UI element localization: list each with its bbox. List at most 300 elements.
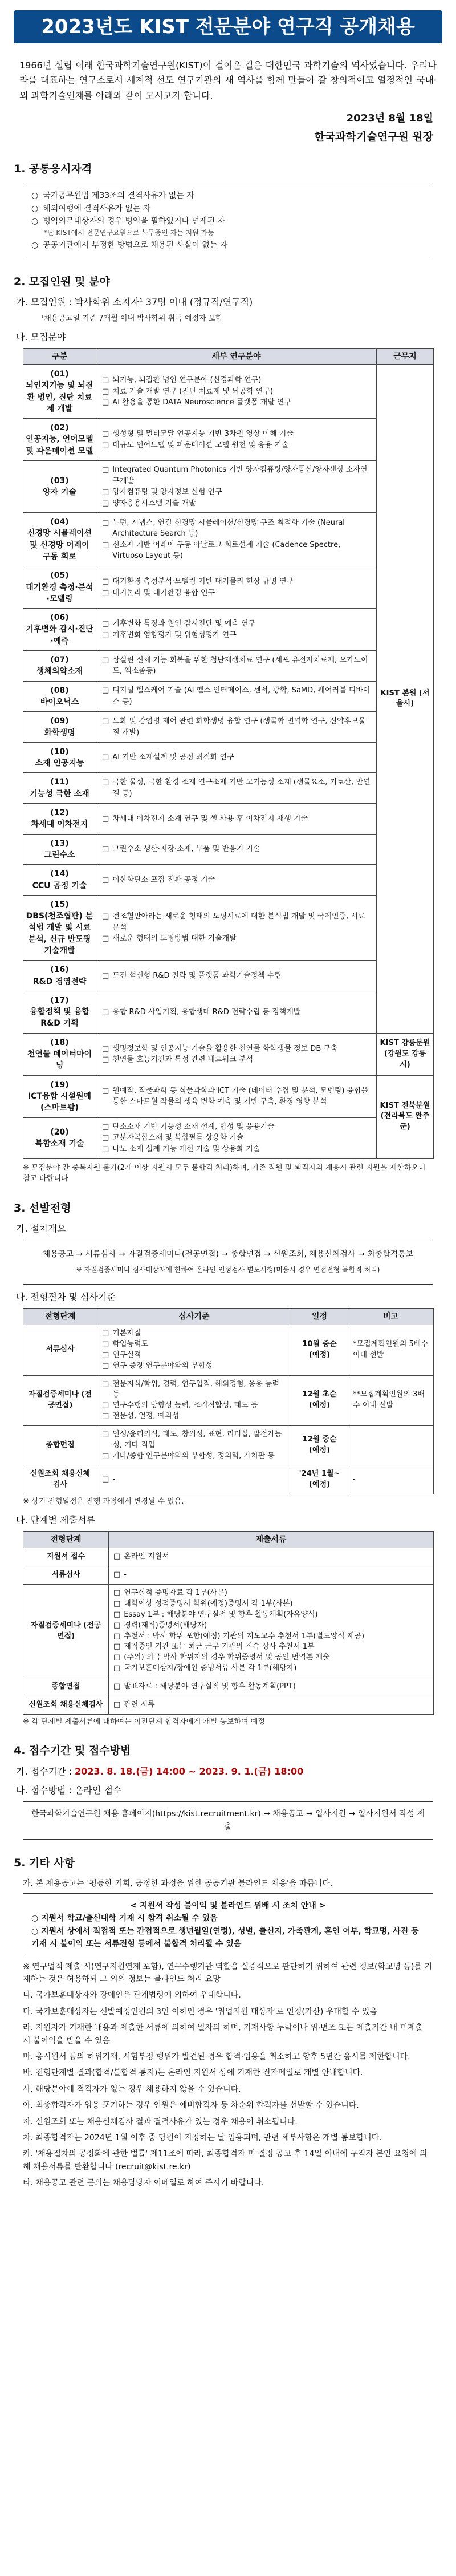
docs-item-text: Essay 1부 : 해당분야 연구실적 및 향후 활동계획(자유양식) <box>124 1610 318 1619</box>
field-desc-item-text: 도전 혁신형 R&D 전략 및 플랫폼 과학기술정책 수립 <box>112 971 282 980</box>
criteria-step: 종합면접 <box>23 1425 97 1465</box>
square-bullet-icon: □ <box>113 1682 121 1691</box>
field-row <box>23 865 434 896</box>
field-desc-item <box>102 716 370 738</box>
criteria-note: **모집계획인원의 3배수 이내 선발 <box>348 1375 434 1425</box>
field-number: (17) <box>50 995 69 1005</box>
field-header-detail: 세부 연구분야 <box>96 348 377 364</box>
field-desc-item-text: 뉴런, 시냅스, 연결 신경망 시뮬레이션/신경망 구조 최적화 기술 (Neural Architecture Search 등) <box>112 518 345 538</box>
docs-table <box>23 1531 434 1714</box>
location-main: KIST 본원 (서울시) <box>377 365 434 1034</box>
field-row <box>23 651 434 682</box>
square-bullet-icon: □ <box>113 1589 121 1598</box>
criteria-date: '24년 1월~ (예정) <box>291 1465 348 1494</box>
field-header-category: 구분 <box>23 348 96 364</box>
field-desc-item-text: 대기물리 및 대기환경 융합 연구 <box>112 588 215 597</box>
square-bullet-icon: □ <box>102 1429 109 1439</box>
criteria-detail-cell <box>97 1325 291 1375</box>
section-5-title: 5. 기타 사항 <box>14 1857 75 1870</box>
field-desc-item <box>102 428 370 440</box>
misc-paragraph: 바. 전형단계별 결과(합격/불합격 통지)는 온라인 지원서 상에 기재한 전자메일로 개별 안내합니다. <box>23 2068 363 2078</box>
field-number: (03) <box>50 476 69 485</box>
square-bullet-icon: □ <box>102 717 109 726</box>
field-number: (01) <box>50 370 69 379</box>
field-name-cell <box>23 712 96 743</box>
field-desc-item-text: 양자응용시스템 기술 개발 <box>112 499 196 508</box>
criteria-table <box>23 1308 434 1494</box>
field-desc-item <box>102 970 370 982</box>
field-row <box>23 1075 434 1117</box>
field-number: (05) <box>50 571 69 581</box>
process-flow: 채용공고 → 서류심사 → 자질검증세미나(전공면접) → 종합면접 → 신원조회, 채용신체검사 → 최종합격통보 <box>42 1250 414 1259</box>
process-flow-note: ※ 자질검증세미나 심사대상자에 한하여 온라인 인성검사 별도시행(미응시 경우 면접전형 불합격 처리) <box>76 1266 380 1274</box>
criteria-detail-cell <box>97 1375 291 1425</box>
misc-paragraph: 아. 최종합격자가 임용 포기하는 경우 인원은 예비합격자 등 차순위 합격자를 선발할 수 있습니다. <box>23 2101 359 2111</box>
field-desc-item <box>102 1121 370 1133</box>
square-bullet-icon: □ <box>113 1700 121 1709</box>
field-name-cell <box>23 681 96 712</box>
square-bullet-icon: □ <box>102 875 109 884</box>
field-name-cell <box>23 895 96 960</box>
docs-item <box>113 1652 429 1663</box>
field-desc-cell <box>96 1117 377 1159</box>
field-name: 대기환경 측정·분석·모델링 <box>26 582 93 604</box>
misc-paragraph: 마. 응시원서 등의 허위기재, 시험부정 행위가 발견된 경우 합격·임용을 취소하고 향후 5년간 응시를 제한합니다. <box>23 2052 410 2061</box>
field-row <box>23 566 434 609</box>
square-bullet-icon: □ <box>102 845 109 854</box>
field-desc-item <box>102 386 370 398</box>
blind-warning-title: < 지원서 작성 불이익 및 블라인드 위배 시 조치 안내 > <box>130 1901 326 1911</box>
recruit-count-note: ¹채용공고일 기준 7개월 이내 박사학위 취득 예정자 포함 <box>41 314 223 323</box>
square-bullet-icon: □ <box>102 430 109 439</box>
square-bullet-icon: □ <box>102 1401 109 1410</box>
criteria-item-text: 학업능력도 <box>112 1339 149 1348</box>
square-bullet-icon: □ <box>102 686 109 695</box>
field-header-location: 근무지 <box>377 348 434 364</box>
field-name: DBS(천조협판) 분석법 개발 및 시료분석, 신규 반도핑 기술개발 <box>26 912 93 955</box>
field-name: R&D 경영전략 <box>32 977 87 986</box>
field-desc-cell <box>96 991 377 1033</box>
criteria-note: - <box>348 1465 434 1494</box>
square-bullet-icon: □ <box>102 1086 109 1095</box>
docs-item-text: 재직중인 기관 또는 최근 근무 기관의 직속 상사 추천서 1부 <box>124 1642 315 1651</box>
field-desc-cell <box>96 1033 377 1075</box>
square-bullet-icon: □ <box>102 630 109 639</box>
square-bullet-icon: □ <box>102 1451 109 1460</box>
square-bullet-icon: □ <box>113 1599 121 1608</box>
field-number: (11) <box>50 777 69 787</box>
field-name-cell <box>23 609 96 651</box>
field-desc-item-text: 새로운 형태의 도핑방법 대한 기술개발 <box>112 934 237 943</box>
docs-item <box>113 1700 429 1711</box>
docs-item <box>113 1663 429 1674</box>
field-name-cell <box>23 1033 96 1075</box>
criteria-row <box>23 1425 434 1465</box>
field-name: 신경망 시뮬레이션 및 신경망 어레이 구동 회로 <box>27 529 92 561</box>
field-number: (14) <box>50 869 69 879</box>
misc-paragraph: 라. 지원자가 기재한 내용과 제출한 서류에 의하여 일자의 하며, 기재사항 누락이나 위·변조 또는 제출기간 내 미제출 시 불이익을 받을 수 있음 <box>23 2023 424 2046</box>
field-name: CCU 공정 기술 <box>32 881 87 890</box>
field-desc-item-text: 뇌기능, 뇌질환 병인 연구분야 (신경과학 연구) <box>112 376 262 385</box>
square-bullet-icon: □ <box>102 1044 109 1053</box>
field-desc-item-text: AI 기반 소재설계 및 공정 최적화 연구 <box>112 753 234 762</box>
field-desc-cell <box>96 609 377 651</box>
docs-item-text: 추천서 : 박사 학위 포함(예정) 기관의 지도교수 추천서 1부(별도양식 제공) <box>124 1631 365 1641</box>
field-row <box>23 742 434 773</box>
field-desc-item-text: 고분자복합소재 및 복합필름 상용화 기술 <box>112 1133 244 1143</box>
field-desc-item <box>102 813 370 825</box>
criteria-subtitle: 나. 전형절차 및 심사기준 <box>16 1291 116 1302</box>
qual-item <box>31 216 425 227</box>
field-desc-item <box>102 464 370 487</box>
field-number: (15) <box>50 900 69 909</box>
field-name-cell <box>23 566 96 609</box>
field-row <box>23 804 434 835</box>
square-bullet-icon: □ <box>113 1552 121 1561</box>
field-subtitle: 나. 모집분야 <box>16 331 66 342</box>
field-desc-item <box>102 933 370 945</box>
issuer: 한국과학기술연구원 원장 <box>314 131 433 144</box>
location-gangneung: KIST 강릉분원 (강원도 강릉시) <box>377 1033 434 1075</box>
square-bullet-icon: □ <box>113 1621 121 1630</box>
field-desc-item-text: 원예작, 작물과학 등 식물과학과 ICT 기술 (데이터 수집 및 분석, 모델링) 융합을 통한 스마트원 작물의 생육 변화 예측 및 기반 구축, 환경 영향 분석 <box>112 1086 369 1107</box>
field-name-cell <box>23 991 96 1033</box>
field-name: 기후변화 감시·진단·예측 <box>26 625 93 646</box>
blind-warning-line: ○ 지원서 상에서 직접적 또는 간접적으로 생년월일(연령), 성별, 출신지, 가족관계, 혼인 여부, 학교명, 사진 등 기재 시 불이익 또는 서류전형 등에서 불합격 처리될 수 있음 <box>31 1926 419 1949</box>
square-bullet-icon: □ <box>113 1653 121 1662</box>
docs-step: 종합면접 <box>23 1678 109 1696</box>
criteria-step: 신원조회 채용신체검사 <box>23 1465 97 1494</box>
docs-item-text: (주의) 외국 박사 학위자의 경우 학위증명서 및 공인 번역본 제출 <box>124 1653 330 1662</box>
qual-item <box>31 203 425 214</box>
field-desc-item-text: 기후변화 영향평가 및 위험성평가 연구 <box>112 630 237 639</box>
docs-item <box>113 1621 429 1631</box>
field-desc-item-text: 신소자 기반 어레이 구동 아날로그 회로설계 기술 (Cadence Spectre, Virtuoso Layout 등) <box>112 540 341 561</box>
criteria-item-text: 기본자질 <box>112 1329 141 1338</box>
field-desc-item-text: 대규모 언어모델 및 파운데이션 모델 원천 및 응용 기술 <box>112 440 289 449</box>
field-desc-item <box>102 576 370 588</box>
docs-header-step: 전형단계 <box>23 1532 109 1548</box>
docs-item-text: 발표자료 : 해당분야 연구실적 및 향후 활동계획(PPT) <box>124 1682 296 1691</box>
docs-cell <box>109 1678 434 1696</box>
field-name-cell <box>23 961 96 991</box>
criteria-date: 10월 중순 (예정) <box>291 1325 348 1375</box>
field-desc-item-text: 기후변화 특징과 원인 감시진단 및 예측 연구 <box>112 619 256 629</box>
square-bullet-icon: □ <box>102 577 109 586</box>
recruit-count: 가. 모집인원 : 박사학위 소지자¹ 37명 이내 (정규직/연구직) <box>16 297 253 308</box>
square-bullet-icon: □ <box>102 1350 109 1359</box>
docs-cell <box>109 1585 434 1678</box>
field-desc-cell <box>96 961 377 991</box>
docs-item <box>113 1570 429 1581</box>
field-desc-cell <box>96 742 377 773</box>
field-desc-item <box>102 498 370 509</box>
criteria-item <box>102 1350 286 1361</box>
qual-text: 해외여행에 결격사유가 없는 자 <box>43 204 151 213</box>
field-desc-item-text: 차세대 이차전지 소재 연구 및 셀 사용 후 이차전지 재생 기술 <box>112 814 308 823</box>
field-name-cell <box>23 804 96 835</box>
field-name: ICT융합 시설원예(스마트팜) <box>27 1091 92 1113</box>
field-desc-item-text: Integrated Quantum Photonics 기반 양자컴퓨팅/양자통신/양자센싱 소자연구개발 <box>112 465 368 485</box>
docs-cell <box>109 1566 434 1585</box>
field-desc-item <box>102 540 370 562</box>
square-bullet-icon: □ <box>102 1122 109 1131</box>
field-number: (10) <box>50 747 69 756</box>
field-desc-item <box>102 517 370 540</box>
field-desc-cell <box>96 865 377 896</box>
square-bullet-icon: □ <box>102 440 109 449</box>
field-row <box>23 991 434 1033</box>
section-2-title: 2. 모집인원 및 분야 <box>14 275 110 288</box>
method-line: 나. 접수방법 : 온라인 접수 <box>16 1785 122 1796</box>
criteria-item-text: - <box>112 1475 115 1484</box>
square-bullet-icon: □ <box>102 814 109 823</box>
criteria-header-step: 전형단계 <box>23 1308 97 1325</box>
criteria-item-text: 연구 증장 연구분야와의 부합성 <box>112 1361 213 1370</box>
field-number: (07) <box>50 655 69 665</box>
field-row <box>23 834 434 865</box>
field-row <box>23 1033 434 1075</box>
field-desc-item <box>102 777 370 799</box>
field-desc-item <box>102 1007 370 1018</box>
square-bullet-icon: □ <box>102 753 109 762</box>
square-bullet-icon: □ <box>102 1007 109 1016</box>
field-desc-item <box>102 655 370 677</box>
field-desc-item <box>102 375 370 386</box>
square-bullet-icon: □ <box>102 778 109 787</box>
criteria-note <box>348 1425 434 1465</box>
docs-item <box>113 1610 429 1621</box>
field-desc-item-text: 그린수소 생산·저장·소재, 부품 및 반응기 기술 <box>112 845 260 854</box>
field-desc-item-text: 생명정보학 및 인공지능 기술을 활용한 천연물 화학생물 정보 DB 구축 <box>112 1044 338 1053</box>
square-bullet-icon: □ <box>102 488 109 497</box>
field-name-cell <box>23 773 96 804</box>
field-row <box>23 712 434 743</box>
period-line <box>16 1765 440 1778</box>
field-desc-item-text: 대기환경 측정분석·모델링 기반 대기물리 현상 규명 연구 <box>112 577 294 586</box>
criteria-item-text: 기타/종합 연구분야와의 부합성, 정의력, 가치관 등 <box>112 1451 275 1460</box>
circle-bullet-icon: ○ <box>31 204 39 213</box>
docs-item-text: 관련 서류 <box>124 1700 155 1709</box>
field-desc-cell <box>96 681 377 712</box>
qual-text: 병역의무대상자의 경우 병역을 필하였거나 면제된 자 <box>43 216 225 226</box>
docs-item-text: 경력(재직)증명서(해당자) <box>124 1621 207 1630</box>
field-desc-cell <box>96 513 377 566</box>
docs-item <box>113 1631 429 1642</box>
square-bullet-icon: □ <box>113 1610 121 1619</box>
criteria-header-note: 비고 <box>348 1308 434 1325</box>
criteria-step: 자질검증세미나 (전공면접) <box>23 1375 97 1425</box>
misc-paragraph: 사. 해당분야에 적격자가 없는 경우 채용하지 않을 수 있습니다. <box>23 2084 241 2094</box>
field-name: 천연물 데이터마이닝 <box>27 1050 92 1071</box>
criteria-item <box>102 1411 286 1422</box>
field-name: 뇌인지기능 및 뇌질환 병인, 진단 치료제 개발 <box>26 381 93 414</box>
section-3-title: 3. 선발전형 <box>14 1201 71 1214</box>
square-bullet-icon: □ <box>102 971 109 980</box>
criteria-item-text: 인성/윤리의식, 태도, 창의성, 표현, 리더십, 발전가능성, 기타 직업 <box>112 1429 282 1449</box>
square-bullet-icon: □ <box>102 1144 109 1153</box>
field-name-cell <box>23 651 96 682</box>
criteria-step: 서류심사 <box>23 1325 97 1375</box>
field-row <box>23 461 434 513</box>
field-name: 융합정책 및 융합R&D 기획 <box>30 1007 89 1028</box>
square-bullet-icon: □ <box>102 1361 109 1370</box>
field-number: (02) <box>50 423 69 433</box>
field-desc-item-text: 디지털 헬스케어 기술 (AI 헬스 인터페이스, 센서, 광학, SaMD, 웨어러블 디바이스 등) <box>112 686 370 706</box>
field-desc-item <box>102 1132 370 1144</box>
square-bullet-icon: □ <box>102 465 109 475</box>
field-name-cell <box>23 1117 96 1159</box>
field-desc-item <box>102 911 370 933</box>
field-desc-item-text: 극한 물성, 극한 환경 소재 연구소재 기반 고기능성 소재 (생물요소, 키토산, 반연결 등) <box>112 778 370 798</box>
period-value: 2023. 8. 18.(금) 14:00 ~ 2023. 9. 1.(금) 18:00 <box>75 1765 304 1777</box>
criteria-date: 12월 초순 (예정) <box>291 1375 348 1425</box>
field-name: 바이오닉스 <box>40 697 79 707</box>
docs-cell <box>109 1548 434 1566</box>
docs-item <box>113 1682 429 1692</box>
field-number: (18) <box>50 1038 69 1047</box>
field-desc-item <box>102 685 370 707</box>
criteria-item <box>102 1379 286 1401</box>
square-bullet-icon: □ <box>102 1379 109 1388</box>
field-name: 그린수소 <box>44 850 75 860</box>
square-bullet-icon: □ <box>102 1475 109 1484</box>
misc-paragraph: 나. 국가보훈대상자와 장애인은 관계법령에 의하여 우대합니다. <box>23 1991 241 2000</box>
docs-note: ※ 각 단계별 제출서류에 대하여는 이전단계 합격자에게 개별 통보하여 예정 <box>23 1717 265 1726</box>
qual-item <box>31 240 425 251</box>
square-bullet-icon: □ <box>113 1631 121 1641</box>
square-bullet-icon: □ <box>102 912 109 921</box>
docs-item <box>113 1642 429 1652</box>
docs-row <box>23 1696 434 1714</box>
docs-item <box>113 1599 429 1610</box>
field-number: (08) <box>50 686 69 695</box>
field-row <box>23 365 434 419</box>
misc-paragraph: 차. 최종합격자는 2024년 1월 이후 중 당원이 지정하는 날 임용되며, 관련 세부사항은 개별 통보합니다. <box>23 2133 382 2142</box>
field-desc-item-text: 나노 소재 설계 기능 개선 기술 및 상용화 기술 <box>112 1144 260 1153</box>
circle-bullet-icon: ○ <box>31 240 39 250</box>
field-desc-item <box>102 752 370 763</box>
square-bullet-icon: □ <box>102 1329 109 1338</box>
square-bullet-icon: □ <box>102 1055 109 1064</box>
field-row <box>23 419 434 461</box>
field-desc-cell <box>96 651 377 682</box>
misc-paragraph: 다. 국가보훈대상자는 선발예정인원의 3인 이하인 경우 '취업지원 대상자'로 인정(가산) 우대할 수 있음 <box>23 2007 377 2016</box>
field-name: 인공지능, 언어모델 및 파운데이션 모델 <box>26 435 93 456</box>
docs-item-text: 국가보훈대상자/장애인 증빙서류 사본 각 1부(해당자) <box>124 1664 297 1673</box>
recruitment-notice <box>0 10 456 2576</box>
docs-step: 신원조회 채용신체검사 <box>23 1696 109 1714</box>
criteria-item <box>102 1339 286 1350</box>
misc-list <box>0 1961 456 2190</box>
field-name-cell <box>23 1075 96 1117</box>
field-number: (06) <box>50 613 69 623</box>
process-flow-box <box>23 1240 433 1284</box>
square-bullet-icon: □ <box>102 518 109 527</box>
field-name: 기능성 극한 소재 <box>30 789 89 799</box>
criteria-item <box>102 1361 286 1372</box>
field-name: 생체의약소재 <box>36 667 83 677</box>
circle-bullet-icon: ○ <box>31 216 39 226</box>
docs-cell <box>109 1696 434 1714</box>
docs-step: 자질검증세미나 (전공면접) <box>23 1585 109 1678</box>
qual-text: 국가공무원법 제33조의 결격사유가 없는 자 <box>43 191 194 201</box>
field-name: 양자 기술 <box>43 488 76 497</box>
docs-item-text: 연구실적 증명자료 각 1부(사본) <box>124 1589 227 1598</box>
schedule-note: ※ 상기 전형일정은 진행 과정에서 변경될 수 있음. <box>23 1497 184 1506</box>
field-desc-cell <box>96 566 377 609</box>
field-number: (19) <box>50 1080 69 1089</box>
misc-paragraph: 카. '채용절차의 공정화에 관한 법률' 제11조에 따라, 최종합격자 미 결정 공고 후 14일 이내에 구직자 본인 요청에 의해 채용서류를 반환합니다 (recruit@kist.re.kr) <box>23 2149 427 2172</box>
field-desc-item-text: 융합 R&D 사업기획, 융합생태 R&D 전략수립 등 정책개발 <box>112 1007 301 1016</box>
blind-policy: 가. 본 채용공고는 '평등한 기회, 공정한 과정을 위한 공공기관 블라인드 채용'을 따릅니다. <box>23 1878 333 1888</box>
field-row <box>23 895 434 960</box>
section-4-title: 4. 접수기간 및 접수방법 <box>14 1744 131 1757</box>
docs-item-text: 대학이상 성적증명서 학위(예정)증명서 각 1부(사본) <box>124 1599 293 1608</box>
field-desc-item <box>102 630 370 641</box>
field-row <box>23 961 434 991</box>
field-desc-cell <box>96 461 377 513</box>
docs-header-docs: 제출서류 <box>109 1532 434 1548</box>
misc-paragraph: ※ 연구업적 제출 시(연구지원연계 포함), 연구수행기관 역할을 실증적으로 판단하기 위하여 관련 정보(학교명 등)를 기재하는 것은 허용하되 그 외의 정보는 블라인드 처리 요망 <box>23 1962 432 1984</box>
field-row <box>23 773 434 804</box>
field-name-cell <box>23 365 96 419</box>
field-number: (16) <box>50 965 69 975</box>
field-desc-item-text: 천연물 효능기전과 특성 관련 네트워크 분석 <box>112 1055 254 1064</box>
criteria-date: 12월 중순 (예정) <box>291 1425 348 1465</box>
square-bullet-icon: □ <box>102 1133 109 1143</box>
field-name: 차세대 이차전지 <box>31 820 88 829</box>
field-name-cell <box>23 742 96 773</box>
field-desc-item-text: 삼실린 신체 기능 회복을 위한 첨단재생치료 연구 (세포 유전자치료제, 오가노이드, 엑소좀등) <box>112 655 368 676</box>
field-row <box>23 609 434 651</box>
field-desc-item <box>102 844 370 855</box>
field-number: (13) <box>50 839 69 848</box>
page-title: 2023년도 KIST 전문분야 연구직 공개채용 <box>14 10 442 43</box>
docs-item-text: 온라인 지원서 <box>124 1552 169 1561</box>
qual-note: *단 KIST에서 전문연구요원으로 복무중인 자는 지원 가능 <box>44 229 214 237</box>
criteria-row <box>23 1375 434 1425</box>
field-name-cell <box>23 834 96 865</box>
field-number: (12) <box>50 808 69 818</box>
docs-subtitle: 다. 단계별 제출서류 <box>16 1514 95 1525</box>
field-desc-item <box>102 618 370 630</box>
criteria-item <box>102 1451 286 1462</box>
field-desc-cell <box>96 834 377 865</box>
criteria-row <box>23 1325 434 1375</box>
field-desc-item <box>102 487 370 498</box>
field-desc-cell <box>96 895 377 960</box>
criteria-header-criteria: 심사기준 <box>97 1308 291 1325</box>
apply-path-box: 한국과학기술연구원 채용 홈페이지(https://kist.recruitment.kr) → 채용공고 → 입사지원 → 입사지원서 작성 제출 <box>23 1801 433 1840</box>
section-1-title: 1. 공통응시자격 <box>14 162 92 175</box>
field-table <box>23 348 434 1159</box>
field-desc-cell <box>96 365 377 419</box>
square-bullet-icon: □ <box>113 1642 121 1651</box>
criteria-item-text: 전문성, 열정, 예의성 <box>112 1412 180 1421</box>
intro-paragraph: 1966년 설립 이래 한국과학기술연구원(KIST)이 걸어온 길은 대한민국 과학기술의 역사였습니다. 우리나라를 대표하는 연구소로서 세계적 선도 연구기관의 새 역사를 함께 만들어 갈 창의적이고 열정적인 국내·외 과학기술인재를 아래와 같이 모시고자 합니다. <box>19 60 437 101</box>
field-desc-item-text: AI 활용을 통한 DATA Neuroscience 플랫폼 개발 연구 <box>112 398 292 407</box>
docs-step: 지원서 접수 <box>23 1548 109 1566</box>
criteria-row <box>23 1465 434 1494</box>
criteria-item <box>102 1475 286 1485</box>
field-desc-item-text: 양자컴퓨팅 및 양자정보 실험 연구 <box>112 488 222 497</box>
docs-row <box>23 1566 434 1585</box>
notice-date: 2023년 8월 18일 <box>346 112 433 125</box>
field-desc-item-text: 탄소소재 기반 기능성 소재 설계, 합성 및 응용기술 <box>112 1122 275 1131</box>
docs-item-text: - <box>124 1570 127 1579</box>
process-subtitle: 가. 절차개요 <box>16 1223 66 1234</box>
